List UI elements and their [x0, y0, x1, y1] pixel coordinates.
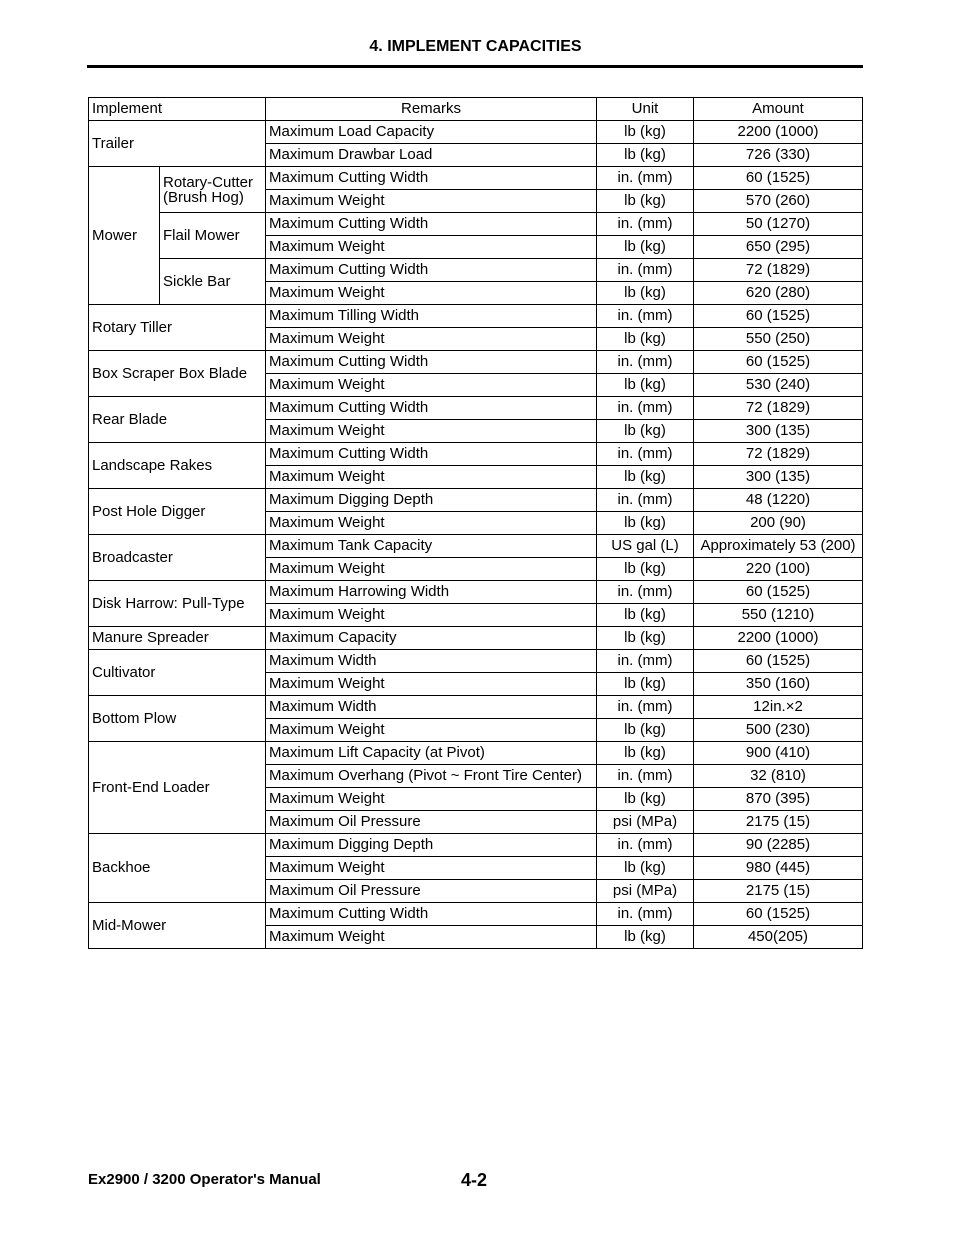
remark-cell: Maximum Oil Pressure [266, 811, 597, 834]
remark-cell: Maximum Capacity [266, 627, 597, 650]
remark-cell: Maximum Weight [266, 282, 597, 305]
implement-cell: Trailer [89, 121, 266, 167]
unit-cell: lb (kg) [597, 420, 694, 443]
implement-cell: Landscape Rakes [89, 443, 266, 489]
amount-cell: 620 (280) [694, 282, 863, 305]
amount-cell: 72 (1829) [694, 259, 863, 282]
remark-cell: Maximum Harrowing Width [266, 581, 597, 604]
unit-cell: in. (mm) [597, 489, 694, 512]
remark-cell: Maximum Weight [266, 558, 597, 581]
implement-cell: Disk Harrow: Pull-Type [89, 581, 266, 627]
unit-cell: lb (kg) [597, 282, 694, 305]
unit-cell: psi (MPa) [597, 811, 694, 834]
remark-cell: Maximum Weight [266, 328, 597, 351]
remark-cell: Maximum Cutting Width [266, 259, 597, 282]
table-row [89, 397, 863, 420]
column-header-amount: Amount [694, 98, 863, 121]
remark-cell: Maximum Tank Capacity [266, 535, 597, 558]
unit-cell: lb (kg) [597, 144, 694, 167]
table-row [89, 305, 863, 328]
implement-cell: Box Scraper Box Blade [89, 351, 266, 397]
footer-page-number: 4-2 [461, 1170, 488, 1190]
implement-cell: Rotary Tiller [89, 305, 266, 351]
table-row [89, 535, 863, 558]
table-row [89, 834, 863, 857]
amount-cell: 300 (135) [694, 420, 863, 443]
remark-cell: Maximum Cutting Width [266, 903, 597, 926]
table-body [89, 121, 863, 949]
remark-cell: Maximum Oil Pressure [266, 880, 597, 903]
remark-cell: Maximum Lift Capacity (at Pivot) [266, 742, 597, 765]
unit-cell: in. (mm) [597, 903, 694, 926]
unit-cell: in. (mm) [597, 259, 694, 282]
implement-cell: Manure Spreader [89, 627, 266, 650]
remark-cell: Maximum Weight [266, 236, 597, 259]
unit-cell: lb (kg) [597, 719, 694, 742]
unit-cell: in. (mm) [597, 834, 694, 857]
implement-cell: Broadcaster [89, 535, 266, 581]
amount-cell: 650 (295) [694, 236, 863, 259]
table-header-row [89, 98, 863, 121]
unit-cell: in. (mm) [597, 696, 694, 719]
implement-capacities-table [88, 97, 863, 949]
remark-cell: Maximum Weight [266, 374, 597, 397]
unit-cell: lb (kg) [597, 236, 694, 259]
unit-cell: in. (mm) [597, 397, 694, 420]
sub-implement-cell: Flail Mower [160, 213, 266, 259]
unit-cell: in. (mm) [597, 443, 694, 466]
amount-cell: 32 (810) [694, 765, 863, 788]
remark-cell: Maximum Overhang (Pivot ~ Front Tire Center) [266, 765, 597, 788]
remark-cell: Maximum Weight [266, 788, 597, 811]
amount-cell: 48 (1220) [694, 489, 863, 512]
amount-cell: Approximately 53 (200) [694, 535, 863, 558]
remark-cell: Maximum Digging Depth [266, 489, 597, 512]
unit-cell: in. (mm) [597, 305, 694, 328]
amount-cell: 530 (240) [694, 374, 863, 397]
amount-cell: 980 (445) [694, 857, 863, 880]
table-row [89, 259, 863, 282]
remark-cell: Maximum Drawbar Load [266, 144, 597, 167]
column-header-implement: Implement [89, 98, 266, 121]
implement-cell: Mid-Mower [89, 903, 266, 949]
implement-cell: Rear Blade [89, 397, 266, 443]
remark-cell: Maximum Weight [266, 673, 597, 696]
amount-cell: 300 (135) [694, 466, 863, 489]
unit-cell: in. (mm) [597, 167, 694, 190]
unit-cell: lb (kg) [597, 466, 694, 489]
table-row [89, 581, 863, 604]
remark-cell: Maximum Cutting Width [266, 167, 597, 190]
remark-cell: Maximum Weight [266, 466, 597, 489]
table-row [89, 696, 863, 719]
table-row [89, 903, 863, 926]
amount-cell: 60 (1525) [694, 903, 863, 926]
unit-cell: lb (kg) [597, 673, 694, 696]
unit-cell: lb (kg) [597, 742, 694, 765]
amount-cell: 550 (1210) [694, 604, 863, 627]
unit-cell: in. (mm) [597, 765, 694, 788]
table-row [89, 443, 863, 466]
amount-cell: 60 (1525) [694, 351, 863, 374]
remark-cell: Maximum Width [266, 650, 597, 673]
sub-implement-cell: Sickle Bar [160, 259, 266, 305]
unit-cell: lb (kg) [597, 374, 694, 397]
amount-cell: 12in.×2 [694, 696, 863, 719]
amount-cell: 350 (160) [694, 673, 863, 696]
unit-cell: lb (kg) [597, 627, 694, 650]
amount-cell: 2175 (15) [694, 811, 863, 834]
amount-cell: 2200 (1000) [694, 627, 863, 650]
implement-cell: Post Hole Digger [89, 489, 266, 535]
amount-cell: 60 (1525) [694, 305, 863, 328]
implement-cell: Backhoe [89, 834, 266, 903]
unit-cell: lb (kg) [597, 604, 694, 627]
header-divider [87, 65, 863, 68]
implement-cell: Mower [89, 167, 160, 305]
table-row [89, 167, 863, 190]
remark-cell: Maximum Width [266, 696, 597, 719]
remark-cell: Maximum Tilling Width [266, 305, 597, 328]
implement-cell: Bottom Plow [89, 696, 266, 742]
remark-cell: Maximum Cutting Width [266, 397, 597, 420]
remark-cell: Maximum Weight [266, 420, 597, 443]
remark-cell: Maximum Digging Depth [266, 834, 597, 857]
amount-cell: 570 (260) [694, 190, 863, 213]
amount-cell: 900 (410) [694, 742, 863, 765]
page-header-title: 4. IMPLEMENT CAPACITIES [369, 38, 582, 55]
unit-cell: in. (mm) [597, 213, 694, 236]
column-header-unit: Unit [597, 98, 694, 121]
unit-cell: lb (kg) [597, 121, 694, 144]
amount-cell: 72 (1829) [694, 397, 863, 420]
amount-cell: 50 (1270) [694, 213, 863, 236]
amount-cell: 500 (230) [694, 719, 863, 742]
implement-cell: Front-End Loader [89, 742, 266, 834]
amount-cell: 60 (1525) [694, 650, 863, 673]
unit-cell: in. (mm) [597, 581, 694, 604]
amount-cell: 90 (2285) [694, 834, 863, 857]
remark-cell: Maximum Weight [266, 190, 597, 213]
unit-cell: in. (mm) [597, 650, 694, 673]
amount-cell: 60 (1525) [694, 581, 863, 604]
remark-cell: Maximum Weight [266, 719, 597, 742]
amount-cell: 72 (1829) [694, 443, 863, 466]
table-row [89, 351, 863, 374]
table-row [89, 627, 863, 650]
remark-cell: Maximum Cutting Width [266, 351, 597, 374]
remark-cell: Maximum Weight [266, 604, 597, 627]
unit-cell: lb (kg) [597, 857, 694, 880]
unit-cell: lb (kg) [597, 190, 694, 213]
unit-cell: US gal (L) [597, 535, 694, 558]
amount-cell: 60 (1525) [694, 167, 863, 190]
table-row [89, 121, 863, 144]
amount-cell: 2200 (1000) [694, 121, 863, 144]
remark-cell: Maximum Cutting Width [266, 213, 597, 236]
amount-cell: 200 (90) [694, 512, 863, 535]
amount-cell: 550 (250) [694, 328, 863, 351]
footer-manual-title: Ex2900 / 3200 Operator's Manual [88, 1171, 321, 1188]
unit-cell: lb (kg) [597, 926, 694, 949]
table-row [89, 742, 863, 765]
unit-cell: in. (mm) [597, 351, 694, 374]
remark-cell: Maximum Weight [266, 926, 597, 949]
unit-cell: psi (MPa) [597, 880, 694, 903]
table-row [89, 489, 863, 512]
table-row [89, 650, 863, 673]
implement-cell: Cultivator [89, 650, 266, 696]
remark-cell: Maximum Weight [266, 857, 597, 880]
unit-cell: lb (kg) [597, 512, 694, 535]
unit-cell: lb (kg) [597, 788, 694, 811]
amount-cell: 220 (100) [694, 558, 863, 581]
remark-cell: Maximum Weight [266, 512, 597, 535]
unit-cell: lb (kg) [597, 558, 694, 581]
amount-cell: 870 (395) [694, 788, 863, 811]
remark-cell: Maximum Cutting Width [266, 443, 597, 466]
unit-cell: lb (kg) [597, 328, 694, 351]
amount-cell: 450(205) [694, 926, 863, 949]
sub-implement-cell: Rotary-Cutter (Brush Hog) [160, 167, 266, 213]
column-header-remarks: Remarks [266, 98, 597, 121]
amount-cell: 726 (330) [694, 144, 863, 167]
table-row [89, 213, 863, 236]
amount-cell: 2175 (15) [694, 880, 863, 903]
remark-cell: Maximum Load Capacity [266, 121, 597, 144]
